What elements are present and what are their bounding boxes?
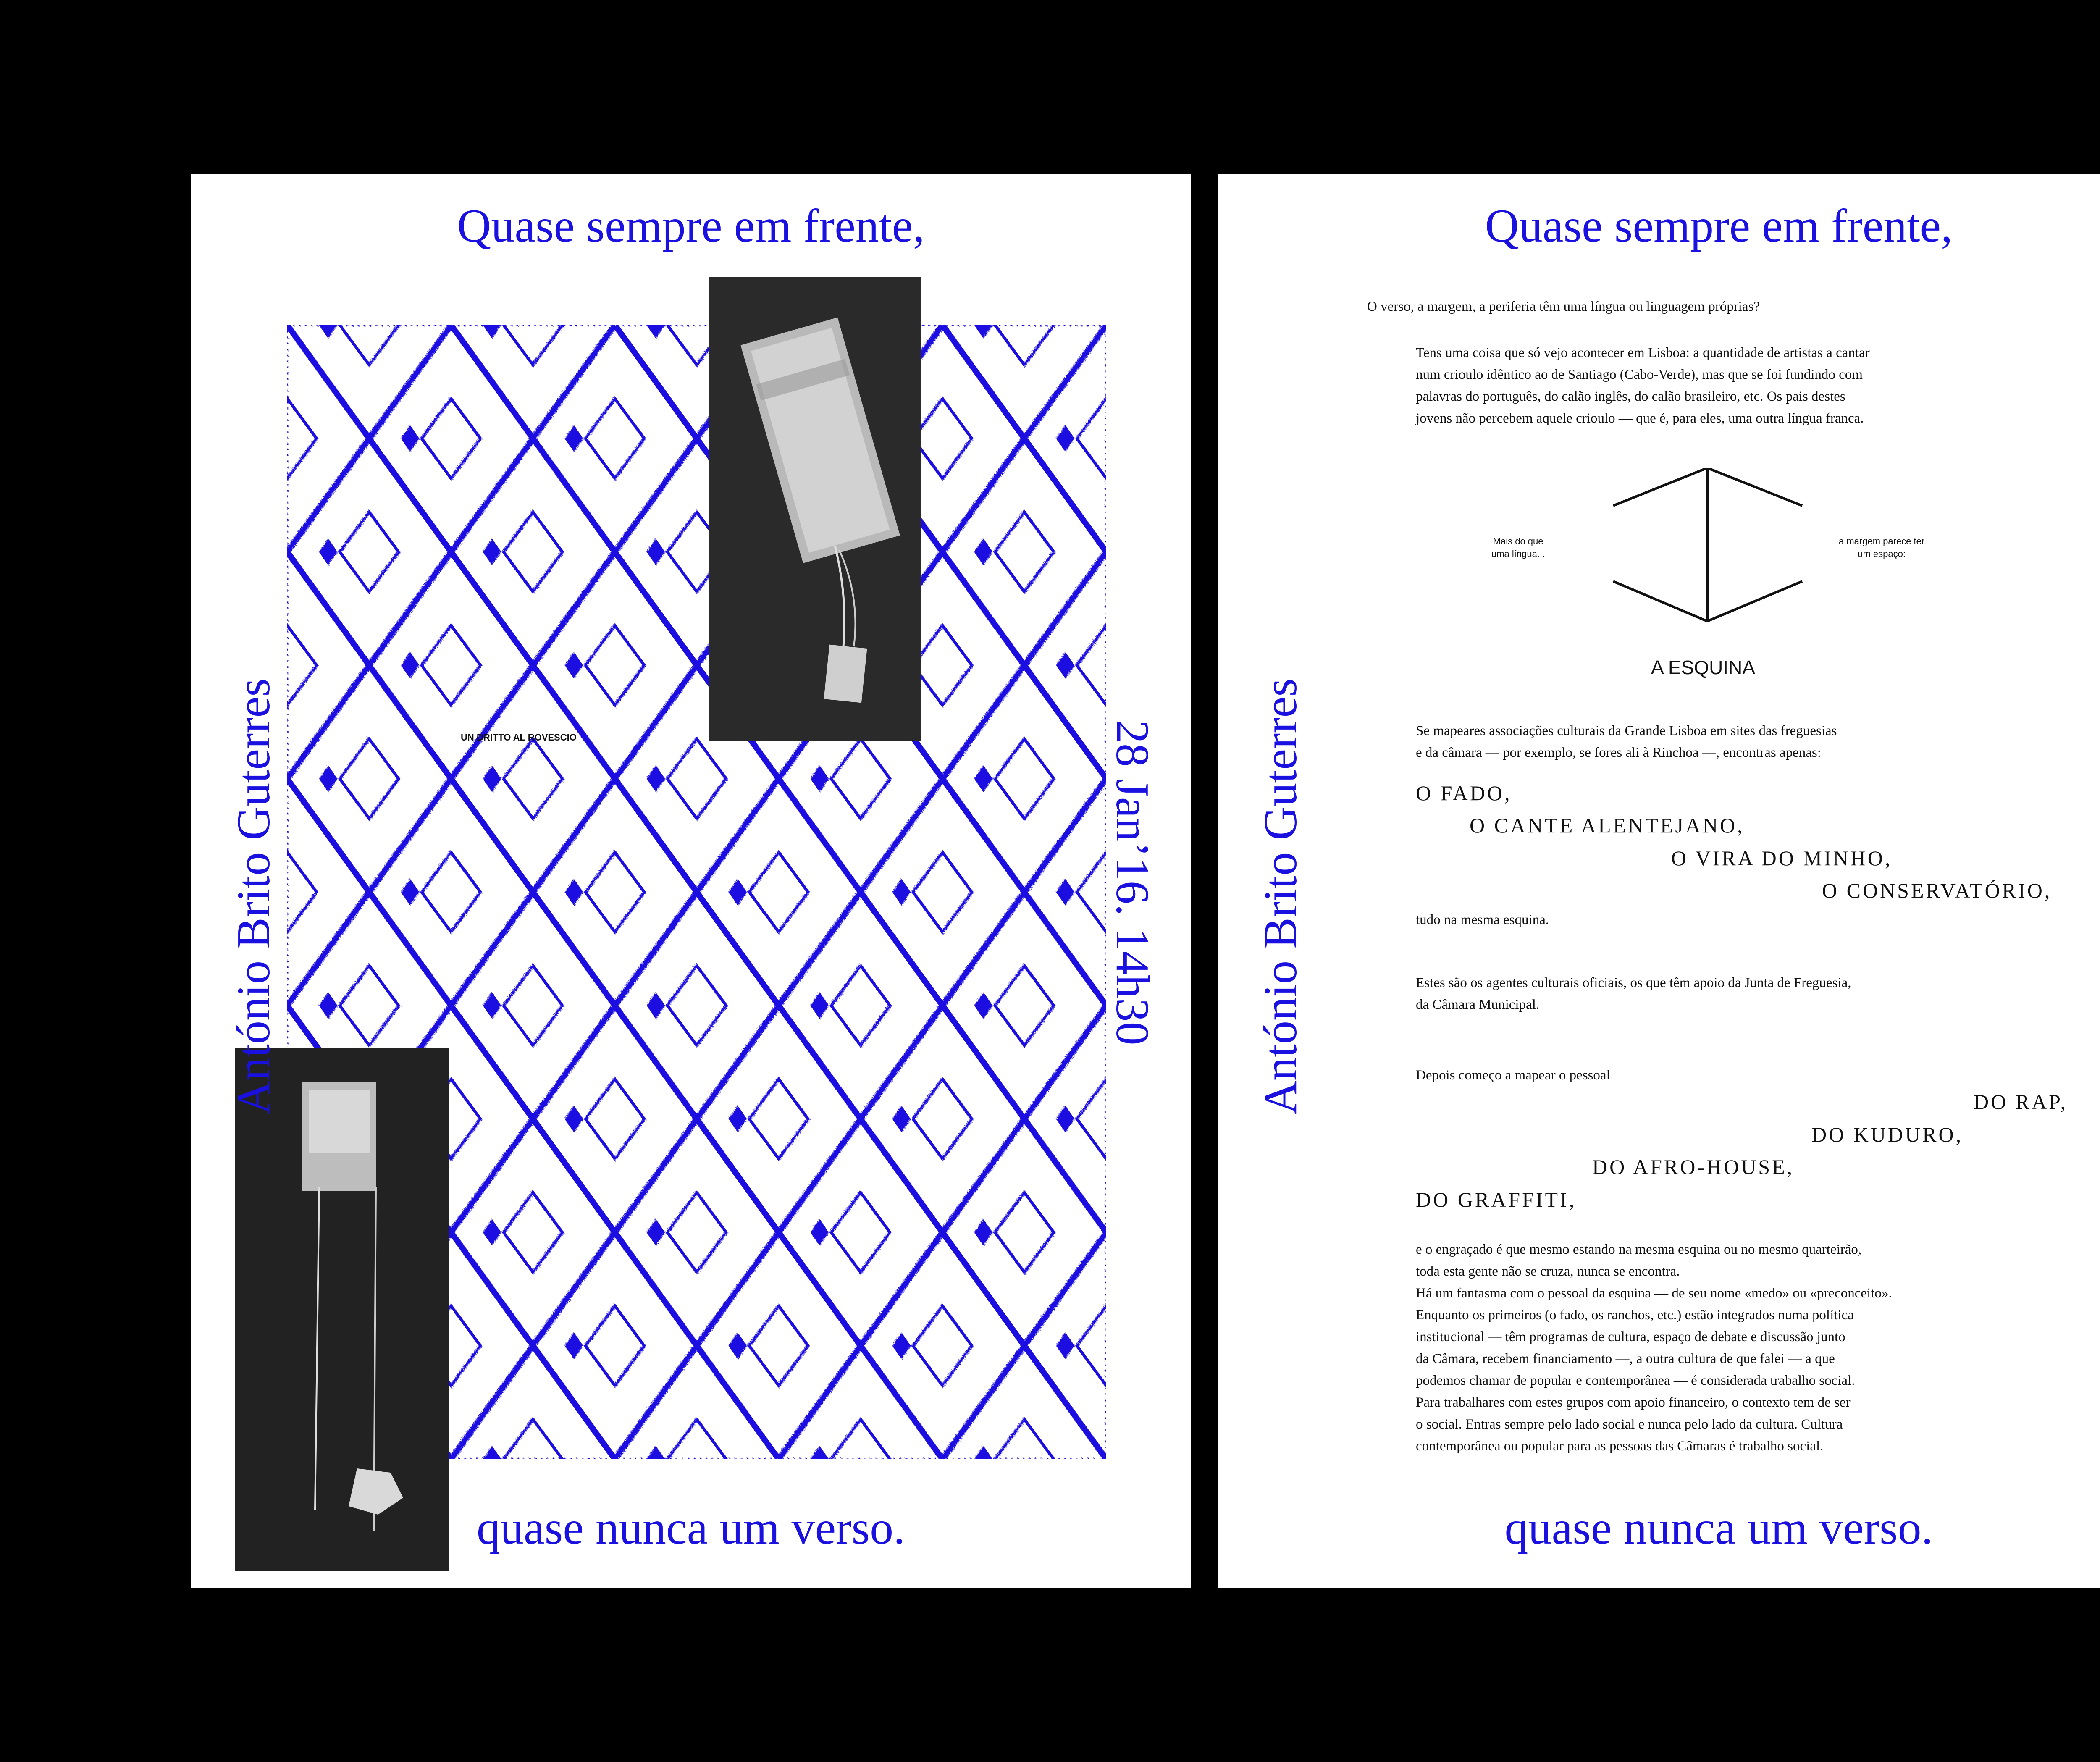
rug-inner-diamond [667,739,726,819]
rug-dot [565,1106,583,1132]
rug-dot [1056,879,1075,906]
event-date: 28 Jan’16. 14h30 [1106,720,1158,1045]
rug-inner-diamond [667,1419,726,1459]
rug-inner-diamond [913,399,972,478]
rug-inner-diamond [913,1306,972,1386]
rug-inner-diamond [340,325,399,365]
rug-dot [1056,652,1075,679]
rug-inner-diamond [913,852,972,932]
rug-inner-diamond [422,852,480,932]
rug-inner-diamond [749,1306,808,1386]
stones-image [235,1048,449,1571]
rug-dot [401,652,420,679]
rug-dot [483,538,501,565]
rug-inner-diamond [831,1192,890,1272]
rug-dot [319,992,338,1019]
rug-dot [974,538,993,565]
rug-dot [401,425,420,452]
rug-dot [319,765,338,792]
list2-item: DO GRAFFITI, [1416,1188,1577,1211]
rug-dot [1056,1106,1075,1132]
rug-inner-diamond [995,1192,1054,1272]
rug-dot [1056,425,1075,452]
paragraph-1: Tens uma coisa que só vejo acontecer em Lisboa: a quantidade de artistas a cantar num crioulo idêntico ao de Santiago (Cabo-Verde), mas que se foi fundindo com palavras do português, do calão inglês, do calão brasileiro, etc. Os pais destes jovens não percebem aquele crioulo — que é, para eles, uma outra língua franca. [1416,345,1870,426]
rug-dot [565,879,583,906]
rug-inner-diamond [504,966,562,1045]
paragraph-3: Estes são os agentes culturais oficiais, os que têm apoio da Junta de Freguesia, da Câmara Municipal. [1416,975,1851,1012]
rug-inner-diamond [504,1419,562,1459]
rug-inner-diamond [995,1419,1054,1459]
rug-inner-diamond [340,739,399,819]
rug-inner-diamond [995,512,1054,592]
list2-item: DO KUDURO, [1811,1123,1964,1146]
rug-dot [811,1446,829,1459]
list2-item: DO AFRO-HOUSE, [1592,1155,1795,1179]
photo-hanging-tag [709,277,921,741]
rug-dot [483,1446,501,1459]
rug-inner-diamond [585,1079,644,1159]
rug-dot [974,1446,993,1459]
rug-inner-diamond [504,325,562,365]
paragraph-5: e o engraçado é que mesmo estando na mesma esquina ou no mesmo quarteirão, toda esta gente não se cruza, nunca se encontra. Há um fantasma com o pessoal da esquina — de seu nome «medo» ou «preconceito». Enquanto os primeiros (o fado, os ranchos, etc.) estão integrados numa política institucional — têm programas de cultura, espaço de debate e discussão junto da Câmara, recebem financiamento —, a outra cultura de que falei — a que podemos chamar de popular e contemporânea — é considerada trabalho social. Para trabalhares com estes grupos com apoio financeiro, o contexto tem de ser o social. Entras sempre pelo lado social e nunca pelo lado da cultura. Cultura contemporânea ou popular para as pessoas das Câmaras é trabalho social. [1416,1242,1892,1454]
rug-dot [729,1106,747,1132]
rug-inner-diamond [1077,852,1106,932]
rug-dot [1056,1332,1075,1359]
rug-dot [974,992,993,1019]
rug-inner-diamond [287,625,317,705]
rug-dot [483,325,501,339]
rug-dot [647,325,665,339]
rug-inner-diamond [667,966,726,1045]
rug-inner-diamond [995,739,1054,819]
photo-stones [235,1048,449,1571]
list1-item: O FADO, [1416,781,1512,805]
rug-dot [974,325,993,339]
rug-inner-diamond [913,625,972,705]
rug-dot [811,765,829,792]
rug-dot [647,1446,665,1459]
rug-inner-diamond [340,966,399,1045]
rug-inner-diamond [749,1079,808,1159]
rug-inner-diamond [504,1192,562,1272]
rug-dot [729,1332,747,1359]
poster-title-top: Quase sempre em frente, [1485,200,1953,252]
diagram-left-label: Mais do que uma língua... [1491,536,1545,559]
author-name: António Brito Guterres [228,678,280,1115]
pattern-label: UN DRITTO AL ROVESCIO [461,732,577,743]
rug-inner-diamond [585,625,644,705]
author-name: António Brito Guterres [1255,678,1307,1115]
rug-dot [565,652,583,679]
rug-inner-diamond [1077,625,1106,705]
rug-inner-diamond [504,512,562,592]
rug-inner-diamond [585,852,644,932]
rug-dot [565,425,583,452]
rug-dot [811,992,829,1019]
intro-question: O verso, a margem, a periferia têm uma língua ou linguagem próprias? [1367,299,1760,314]
poster-right [1218,174,2100,1588]
poster-title-bottom: quase nunca um verso. [1504,1502,1933,1554]
rug-inner-diamond [995,966,1054,1045]
rug-dot [319,325,338,339]
rug-dot [892,879,911,906]
rug-dot [483,992,501,1019]
poster-title-bottom: quase nunca um verso. [476,1502,906,1554]
rug-inner-diamond [913,1079,972,1159]
rug-dot [647,992,665,1019]
rug-dot [319,538,338,565]
after-list1: tudo na mesma esquina. [1416,912,1549,927]
rug-inner-diamond [287,399,317,478]
rug-dot [401,879,420,906]
rug-inner-diamond [422,625,480,705]
rug-dot [647,538,665,565]
rug-inner-diamond [831,1419,890,1459]
rug-dot [892,1106,911,1132]
rug-dot [647,1219,665,1246]
rug-inner-diamond [995,325,1054,365]
rug-inner-diamond [667,1192,726,1272]
corner-diagram [1613,468,1823,644]
rug-inner-diamond [1077,399,1106,478]
paragraph-4: Depois começo a mapear o pessoal [1416,1068,1610,1083]
rug-dot [729,879,747,906]
rug-inner-diamond [1077,1079,1106,1159]
rug-inner-diamond [749,852,808,932]
rug-dot [483,765,501,792]
diagram-title: A ESQUINA [1651,656,1755,678]
list1-item: O VIRA DO MINHO, [1671,846,1893,870]
rug-dot [811,1219,829,1246]
rug-inner-diamond [831,966,890,1045]
diagram-right-label: a margem parece ter um espaço: [1839,536,1925,559]
list2-item: DO RAP, [1974,1090,2068,1113]
rug-dot [974,765,993,792]
list1-item: O CANTE ALENTEJANO, [1470,814,1745,837]
rug-inner-diamond [1077,1306,1106,1386]
rug-dot [483,1219,501,1246]
rug-inner-diamond [831,739,890,819]
rug-inner-diamond [422,399,480,478]
rug-inner-diamond [585,1306,644,1386]
poster-title-top: Quase sempre em frente, [457,200,925,252]
rug-dot [974,1219,993,1246]
rug-dot [892,1332,911,1359]
hanging-tag-image [709,277,921,741]
rug-inner-diamond [287,852,317,932]
rug-dot [565,1332,583,1359]
rug-inner-diamond [585,399,644,478]
paragraph-2: Se mapeares associações culturais da Grande Lisboa em sites das freguesias e da câmara — por exemplo, se fores ali à Rinchoa —, encontras apenas: [1416,723,1837,760]
rug-dot [647,765,665,792]
rug-inner-diamond [340,512,399,592]
list1-item: O CONSERVATÓRIO, [1822,879,2052,902]
rug-inner-diamond [504,739,562,819]
poster-left [191,174,1191,1588]
